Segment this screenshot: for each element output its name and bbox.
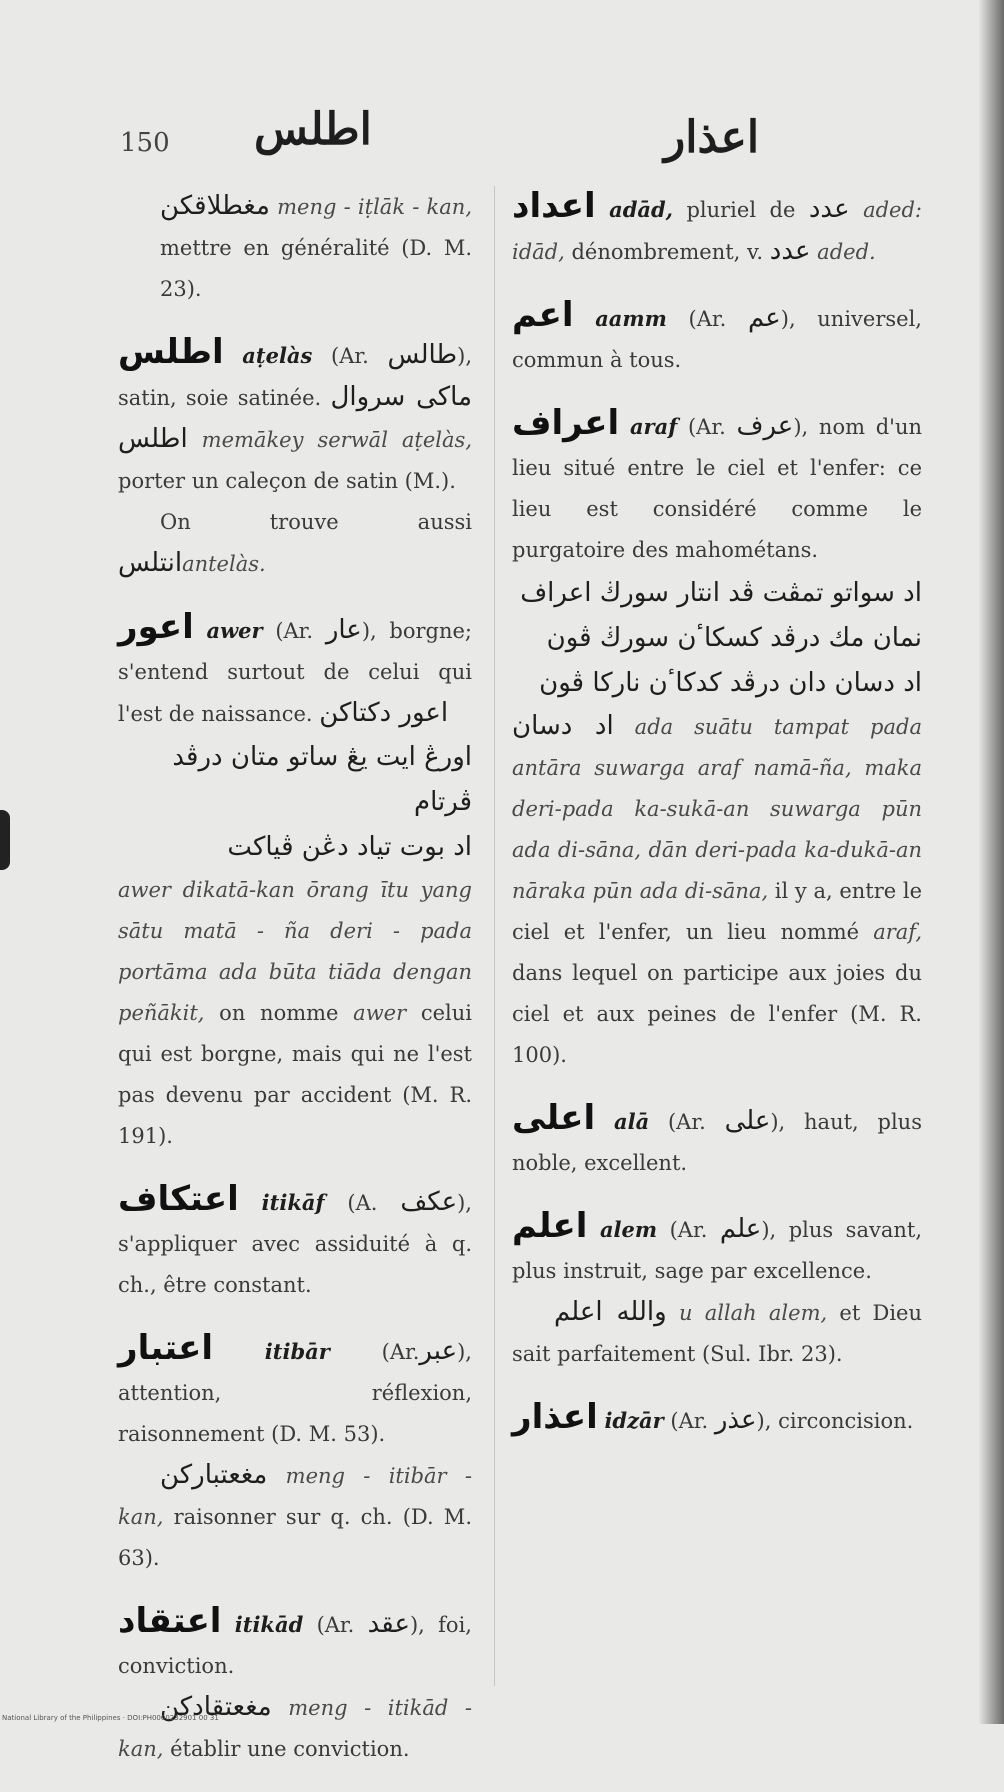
entry-itikad xyxy=(118,1601,472,1770)
derived-transliteration: meng - itikād - kan, xyxy=(118,1696,472,1761)
definition: mettre en généralité (D. M. 23). xyxy=(160,236,472,301)
binding-mark xyxy=(0,810,10,870)
etymology-arabic: عقد xyxy=(367,1609,410,1639)
entry-aamm xyxy=(512,295,922,381)
definition-part: ), s'appliquer avec assiduité à q. ch., être constant. xyxy=(118,1191,472,1297)
headword-arabic: اعور xyxy=(118,607,194,647)
definition-part: dans lequel on participe aux joies du ciel et aux peines de l'enfer (M. R. 100). xyxy=(512,961,922,1067)
example-arabic-line: اد بوت تياد دڠن ڤياكت xyxy=(227,832,472,862)
example-arabic-line: نمان مك درڤد كسكاٴن سورڬ ڤون xyxy=(546,623,922,653)
headword: awer xyxy=(206,618,263,643)
definition-part: et Dieu sait parfaitement (Sul. Ibr. 23). xyxy=(512,1301,922,1366)
headword-arabic: اعتقاد xyxy=(118,1601,222,1641)
etymology-arabic: عم xyxy=(747,303,781,333)
page-number: 150 xyxy=(120,128,170,158)
headword: araf xyxy=(629,414,678,439)
example-transliteration: awer dikatā-kan ōrang ītu yang sātu matā - ña deri - pada portāma ada būta tiāda dengan peñākit, xyxy=(118,878,472,1025)
definition-part: ), circoncision. xyxy=(756,1409,914,1433)
derived-arabic: مغعتقادكن xyxy=(160,1692,272,1722)
etymology-arabic: عار xyxy=(325,615,362,645)
headword: aamm xyxy=(595,306,667,331)
headword: aṭelàs xyxy=(242,343,313,368)
cross-ref-transliteration: aded. xyxy=(817,240,876,264)
definition-part: ), universel, commun à tous. xyxy=(512,307,922,372)
example-arabic-line: اد سواتو تمڤت ڤد انتار سورڬ اعراف xyxy=(520,578,922,608)
headword: idzār xyxy=(604,1408,664,1433)
entry-alem xyxy=(512,1206,922,1375)
derived-transliteration: meng - itibār - kan, xyxy=(118,1464,472,1529)
etymology-arabic: عرف xyxy=(736,411,794,441)
cross-ref-arabic: عدد xyxy=(769,236,811,266)
definition-part: (Ar. xyxy=(329,1340,420,1364)
left-column xyxy=(118,186,472,1792)
headword: alem xyxy=(599,1217,658,1242)
etymology-arabic: طالس xyxy=(387,340,458,370)
derived-arabic: مغعتباركن xyxy=(160,1460,268,1490)
example-arabic-line: اد دسان دان درڤد كدكاٴن ناركا ڤون xyxy=(539,668,922,698)
variant-transliteration: antelàs. xyxy=(182,552,266,576)
etymology-arabic: عكف xyxy=(400,1187,458,1217)
scan-footer: National Library of the Philippines · DOI:PH0000232901 00 31 xyxy=(2,1714,219,1722)
variant-note: On trouve aussi xyxy=(160,510,472,534)
example-arabic: اد دسان xyxy=(512,711,614,741)
definition-part: (Ar. xyxy=(649,1110,725,1134)
etymology-arabic: عدد xyxy=(808,194,850,224)
definition-part: ), haut, plus noble, excellent. xyxy=(512,1110,922,1175)
definition-part: ), foi, conviction. xyxy=(118,1613,472,1678)
headword-arabic: اعتكاف xyxy=(118,1179,239,1219)
definition-part: ), borgne; s'entend surtout de celui qui l'est de naissance. xyxy=(118,619,472,726)
etymology-arabic: على xyxy=(724,1106,771,1136)
definition-part: ), attention, réflexion, raisonnement (D. M. 53). xyxy=(118,1340,472,1446)
definition-part: ), satin, soie satinée. xyxy=(118,344,472,410)
definition-part: porter un caleçon de satin (M.). xyxy=(118,469,456,493)
headword-arabic: اعلم xyxy=(512,1206,588,1246)
entry-araf xyxy=(512,403,922,1076)
entry-ala xyxy=(512,1098,922,1184)
entry-adad xyxy=(512,186,922,273)
headword-arabic: اطلس xyxy=(118,332,224,372)
arabic-term: مغطلاقكن xyxy=(160,191,270,221)
example-arabic-line: اورڠ ايت يڠ ساتو متان درڤد ڤرتام xyxy=(172,742,472,817)
headword-arabic: اعتبار xyxy=(118,1328,213,1368)
term-transliteration: awer xyxy=(353,1001,407,1025)
running-head-left: اطلس xyxy=(254,104,372,155)
etymology-arabic: عبر xyxy=(419,1336,458,1366)
example-transliteration: ada suātu tampat pada antāra suwarga araf namā-ña, maka deri-pada ka-sukā-an suwarga pūn ada di-sāna, dān deri-pada ka-dukā-an nāraka pūn ada di-sāna, xyxy=(512,715,922,903)
term-transliteration: araf, xyxy=(873,920,922,944)
definition-part: établir une conviction. xyxy=(163,1737,410,1761)
headword: adād, xyxy=(609,197,673,222)
example-transliteration: u allah alem, xyxy=(678,1301,828,1325)
headword-arabic: اعداد xyxy=(512,186,596,226)
example-arabic: اعور دكتاكن xyxy=(319,698,449,728)
definition-part: ), nom d'un lieu situé entre le ciel et l'enfer: ce lieu est considéré comme le purgatoire des mahométans. xyxy=(512,415,922,562)
definition-part: (Ar. xyxy=(657,1218,720,1242)
definition-part: (Ar. xyxy=(331,344,388,368)
definition-part: ), plus savant, plus instruit, sage par excellence. xyxy=(512,1218,922,1283)
definition-part: il y a, entre le ciel et l'enfer, un lieu nommé xyxy=(512,879,922,944)
definition-part: celui qui est borgne, mais qui ne l'est pas devenu par accident (M. R. 191). xyxy=(118,1001,472,1148)
headword-arabic: اعم xyxy=(512,295,574,335)
transliteration: meng - iṭlāk - kan, xyxy=(277,195,472,219)
headword-arabic: اعذار xyxy=(512,1397,598,1437)
headword: itikād xyxy=(234,1612,304,1637)
headword-arabic: اعراف xyxy=(512,403,620,443)
headword: itibār xyxy=(264,1339,330,1364)
headword-arabic: اعلى xyxy=(512,1098,596,1138)
definition-part: (Ar. xyxy=(262,619,326,643)
definition-part: (Ar. xyxy=(677,415,737,439)
entry-awer xyxy=(118,607,472,1157)
example-arabic: والله اعلم xyxy=(554,1297,667,1327)
running-head-right: اعذار xyxy=(664,112,760,163)
entry-meng-itlak-kan xyxy=(118,186,472,310)
headword: alā xyxy=(613,1109,650,1134)
definition-part: (Ar. xyxy=(303,1613,368,1637)
page-edge-shadow xyxy=(978,0,1004,1724)
etymology-arabic: علم xyxy=(719,1214,762,1244)
definition-part: (A. xyxy=(324,1191,401,1215)
etymology-arabic: عذر xyxy=(714,1405,757,1435)
definition-part: dénombrement, v. xyxy=(564,240,770,264)
column-divider xyxy=(494,186,495,1686)
variant-arabic: انتلس xyxy=(118,548,183,578)
definition-part: (Ar. xyxy=(666,307,748,331)
definition-part: raisonner sur q. ch. (D. M. 63). xyxy=(118,1505,472,1570)
entry-atelas xyxy=(118,332,472,585)
definition-part: on nomme xyxy=(204,1001,354,1025)
entry-idzar xyxy=(512,1397,922,1442)
headword: itikāf xyxy=(261,1190,325,1215)
transliteration: aded: idād, xyxy=(512,198,922,264)
entry-itikaf xyxy=(118,1179,472,1306)
example-arabic: ماكى سروال اطلس xyxy=(118,382,473,454)
entry-itibar xyxy=(118,1328,472,1579)
example-transliteration: memākey serwāl aṭelàs, xyxy=(201,428,472,452)
right-column xyxy=(512,186,922,1464)
definition-part: pluriel de xyxy=(673,198,809,222)
definition-part: (Ar. xyxy=(663,1409,715,1433)
